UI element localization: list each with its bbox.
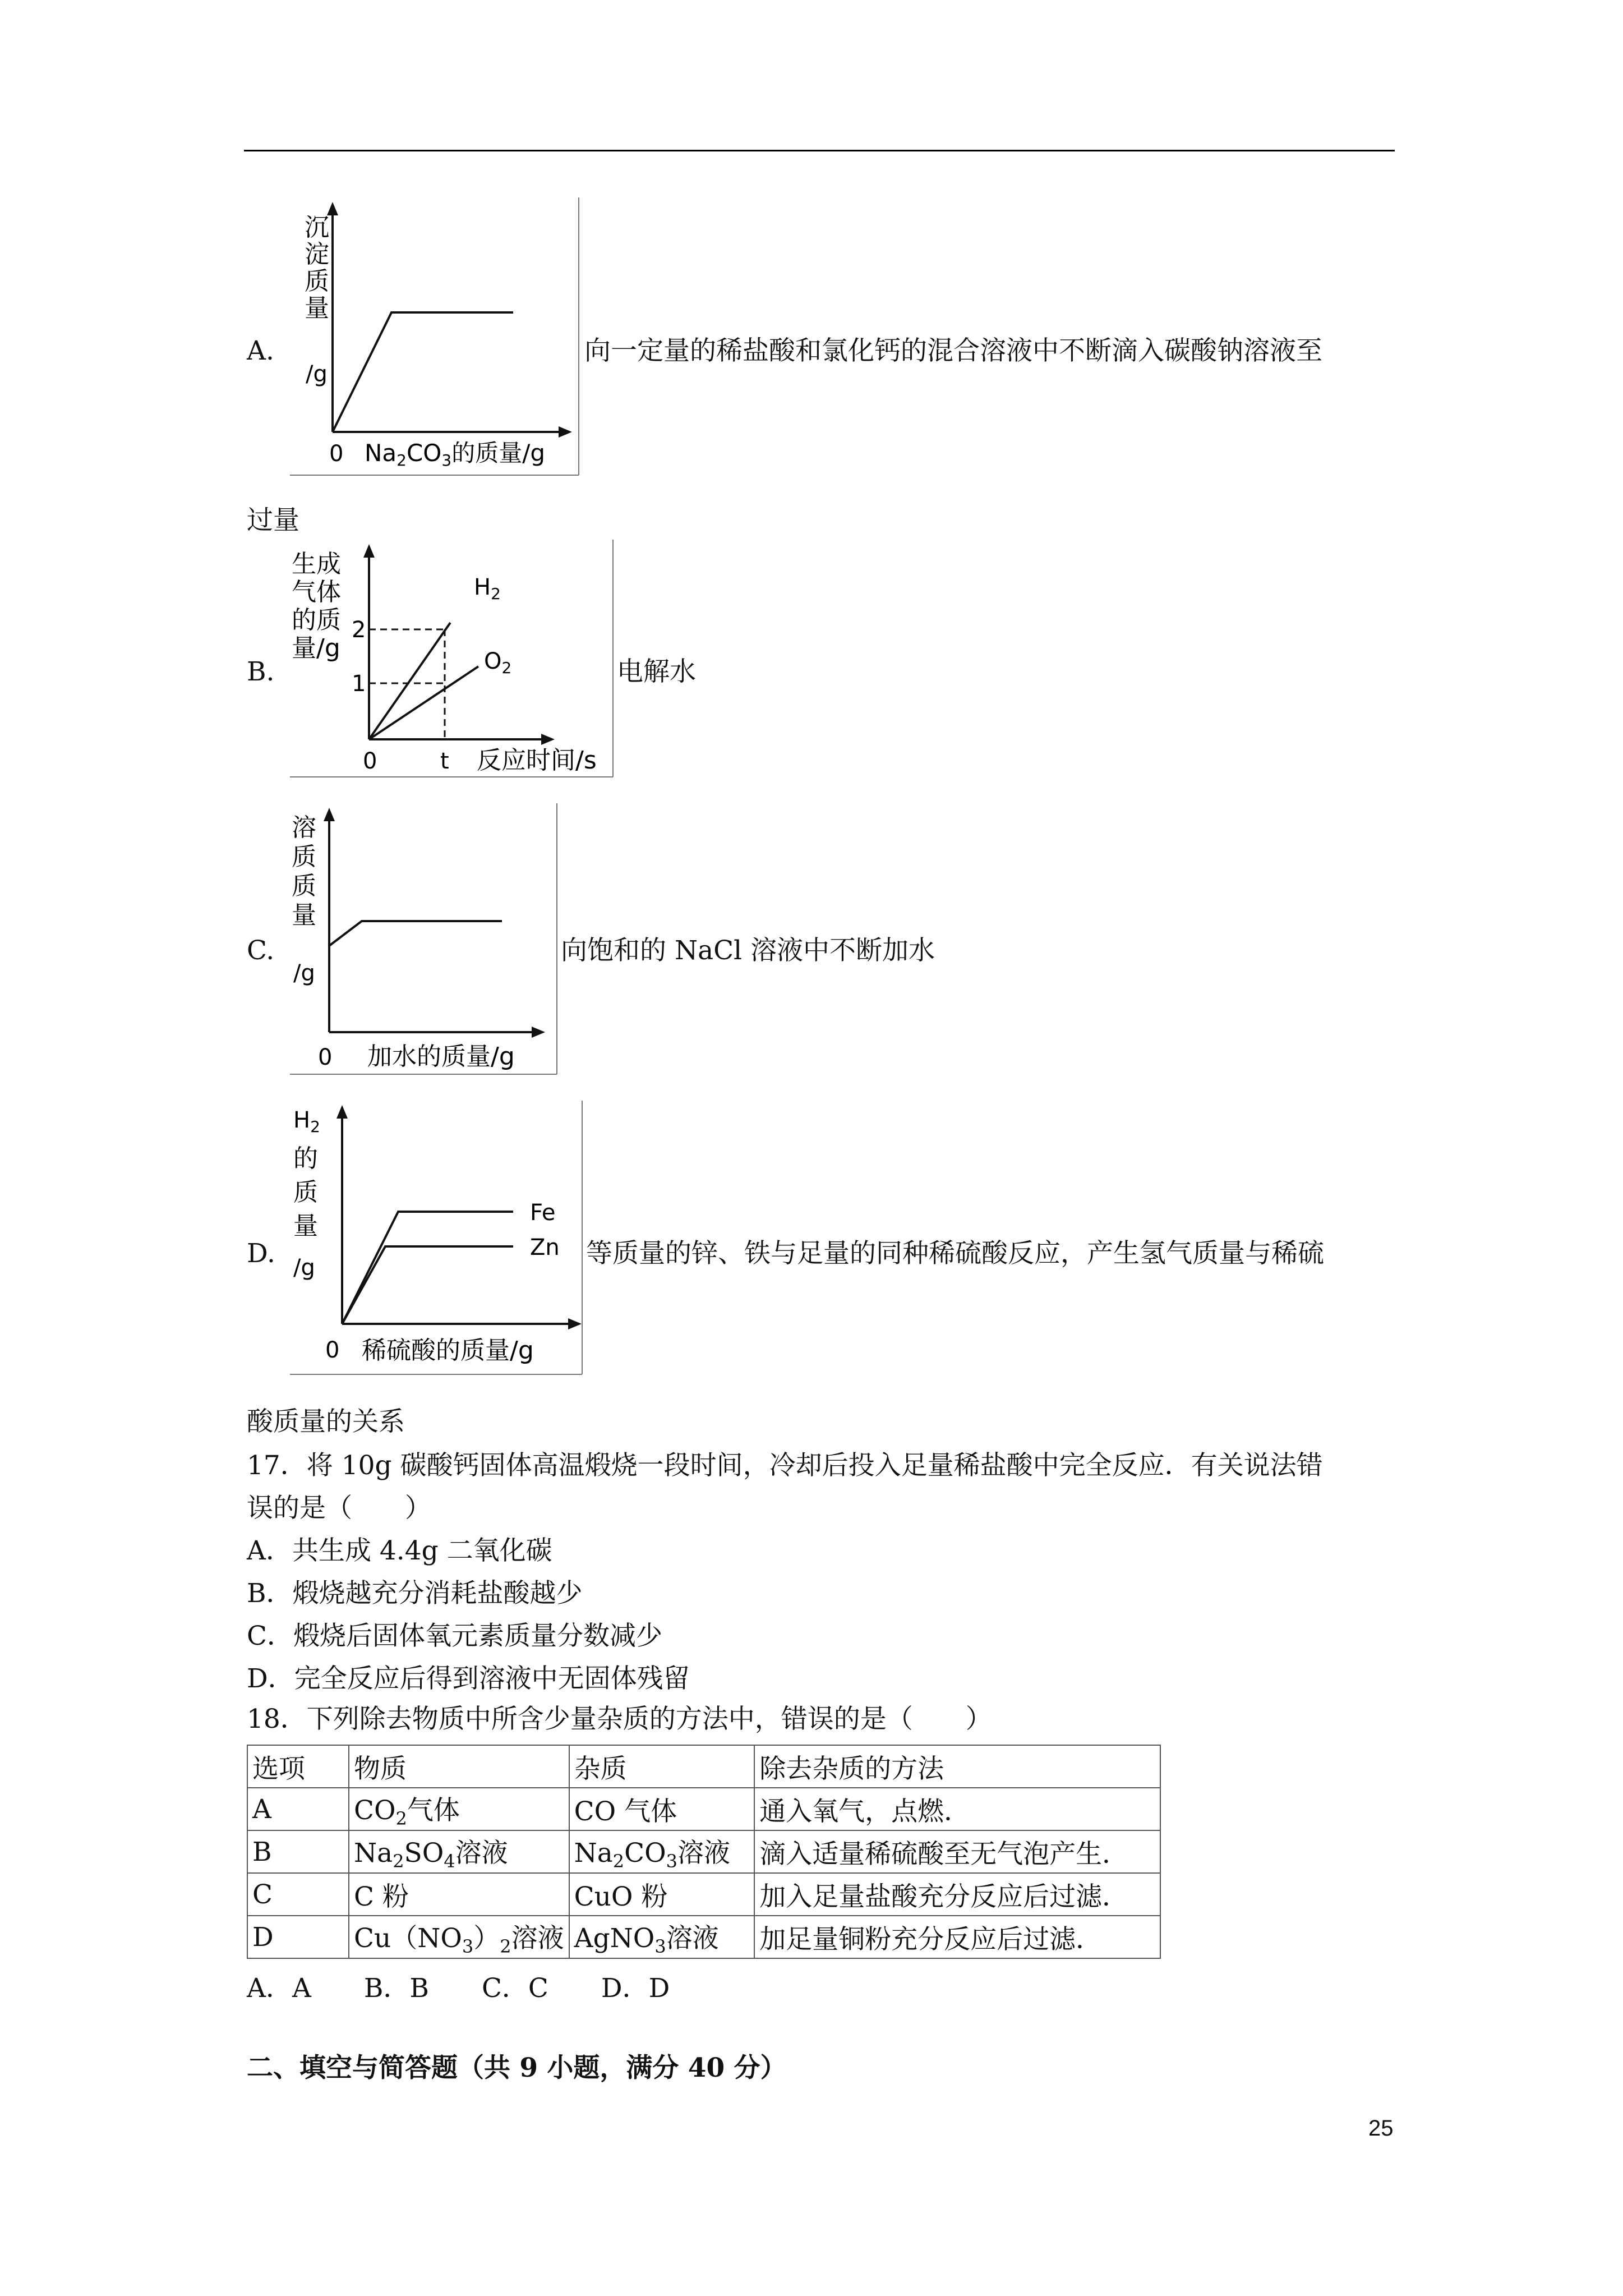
q17-option-a: A．共生成 4.4g 二氧化碳 [247, 1535, 552, 1566]
cell-method: 通入氧气，点燃． [754, 1788, 1160, 1830]
chart-b [289, 539, 617, 780]
q17-stem-2: 误的是（ ） [247, 1493, 431, 1524]
series-line [329, 921, 502, 946]
q17-option-b: B．煅烧越充分消耗盐酸越少 [247, 1578, 583, 1609]
x-axis-label: Na2CO3的质量/g [365, 439, 546, 470]
option-a-desc: 向一定量的稀盐酸和氯化钙的混合溶液中不断滴入碳酸钠溶液至 [584, 335, 1322, 366]
y-label-0: 生成 [292, 550, 341, 578]
y-axis-arrow [363, 544, 375, 558]
y-axis-arrow [324, 808, 335, 821]
x-axis-arrow [559, 426, 572, 438]
y-label-0: 溶 [292, 813, 316, 842]
origin-label: 0 [329, 441, 344, 467]
cell-option: C [247, 1873, 349, 1916]
chart-c [289, 802, 561, 1077]
cell-impurity: $Na_2CO_3$溶液 [569, 1830, 755, 1873]
origin-label: 0 [325, 1337, 340, 1363]
q17-option-d: D．完全反应后得到溶液中无固体残留 [247, 1663, 690, 1694]
q18-table [247, 1745, 1161, 1959]
section-heading: 二、填空与简答题（共 9 小题，满分 40 分） [247, 2053, 787, 2083]
series-h2-label: $H_2$ [474, 574, 501, 603]
header-impurity: 杂质 [569, 1745, 755, 1788]
header-substance: 物质 [349, 1745, 569, 1788]
y-label-1: 气体 [292, 578, 341, 606]
tick-t: t [440, 748, 449, 774]
series-line [333, 312, 513, 432]
option-d-desc: 等质量的锌、铁与足量的同种稀硫酸反应，产生氢气质量与稀硫 [586, 1238, 1324, 1269]
origin-label: 0 [318, 1045, 333, 1070]
series-o2 [369, 666, 478, 739]
header-rule [244, 150, 1395, 151]
cell-impurity: AgNO$_3$溶液 [569, 1916, 755, 1958]
y-label-1: 质 [292, 843, 316, 871]
x-axis-arrow [541, 734, 555, 745]
option-c-desc: 向饱和的 NaCl 溶液中不断加水 [561, 935, 935, 966]
q17-stem-1: 17．将 10g 碳酸钙固体高温煅烧一段时间，冷却后投入足量稀盐酸中完全反应．有关说法错 [247, 1450, 1323, 1481]
header-method: 除去杂质的方法 [754, 1745, 1160, 1788]
cell-substance: C 粉 [349, 1873, 569, 1916]
series-h2 [369, 623, 450, 739]
cell-impurity: CuO 粉 [569, 1873, 755, 1916]
y-label-0: 的 [293, 1144, 318, 1173]
header-option: 选项 [247, 1745, 349, 1788]
series-fe-label: Fe [530, 1200, 556, 1226]
option-d-desc-cont: 酸质量的关系 [247, 1406, 405, 1437]
q18-answer-options: A．A B．B C．C D．D [247, 1973, 670, 2004]
table-header-row [247, 1745, 1160, 1788]
x-axis-label: 稀硫酸的质量/g [362, 1336, 534, 1365]
y-label-top: $H_2$ [293, 1107, 320, 1136]
origin-label: 0 [363, 748, 377, 774]
cell-substance: $Na_2SO_4$溶液 [349, 1830, 569, 1873]
chart-a [289, 196, 583, 480]
y-label-2: 质 [292, 872, 316, 900]
y-label-2: 的质 [292, 606, 341, 634]
y-label-2: 量 [293, 1212, 318, 1240]
cell-method: 滴入适量稀硫酸至无气泡产生． [754, 1830, 1160, 1873]
y-label-3: /g [293, 1255, 315, 1281]
option-a-desc-cont: 过量 [247, 505, 299, 536]
option-d-letter: D. [247, 1238, 275, 1269]
y-label-3: 量/g [292, 634, 340, 662]
cell-substance: $Cu(NO_3)_2$溶液 [349, 1916, 569, 1958]
table-row [247, 1830, 1160, 1873]
y-label-4: /g [293, 960, 315, 986]
y-label-1: 淀 [305, 240, 329, 269]
option-a-letter: A. [247, 335, 274, 366]
y-axis-arrow [336, 1105, 348, 1119]
tick-2: 2 [352, 617, 366, 643]
q17-option-c: C．煅烧后固体氧元素质量分数减少 [247, 1621, 662, 1651]
tick-1: 1 [352, 671, 366, 697]
option-b-letter: B. [247, 656, 275, 687]
chart-d [289, 1099, 586, 1377]
x-axis-label: 反应时间/s [477, 746, 597, 775]
y-label-0: 沉 [305, 213, 329, 242]
cell-option: B [247, 1830, 349, 1873]
series-o2-label: $O_2$ [484, 648, 512, 677]
cell-impurity: CO 气体 [569, 1788, 755, 1830]
table-row [247, 1788, 1160, 1830]
cell-option: D [247, 1916, 349, 1958]
y-label-3: 量 [292, 901, 316, 930]
x-axis-arrow [532, 1027, 545, 1038]
cell-method: 加入足量盐酸充分反应后过滤． [754, 1873, 1160, 1916]
cell-substance: $CO_2$气体 [349, 1788, 569, 1830]
y-label-1: 质 [293, 1178, 318, 1207]
y-label-2: 质 [305, 267, 329, 296]
y-label-3: 量 [305, 294, 329, 323]
series-zn [342, 1246, 513, 1324]
x-axis-label: 加水的质量/g [367, 1042, 515, 1071]
table-row [247, 1916, 1160, 1958]
page-number: 25 [1368, 2116, 1394, 2141]
series-fe [342, 1212, 513, 1324]
x-axis-arrow [568, 1318, 582, 1329]
y-label-4: /g [306, 361, 328, 387]
option-b-desc: 电解水 [617, 656, 696, 687]
table-row [247, 1873, 1160, 1916]
series-zn-label: Zn [530, 1235, 560, 1260]
cell-option: A [247, 1788, 349, 1830]
option-c-letter: C. [247, 935, 275, 966]
q18-stem: 18．下列除去物质中所含少量杂质的方法中，错误的是（ ） [247, 1704, 992, 1734]
cell-method: 加足量铜粉充分反应后过滤． [754, 1916, 1160, 1958]
